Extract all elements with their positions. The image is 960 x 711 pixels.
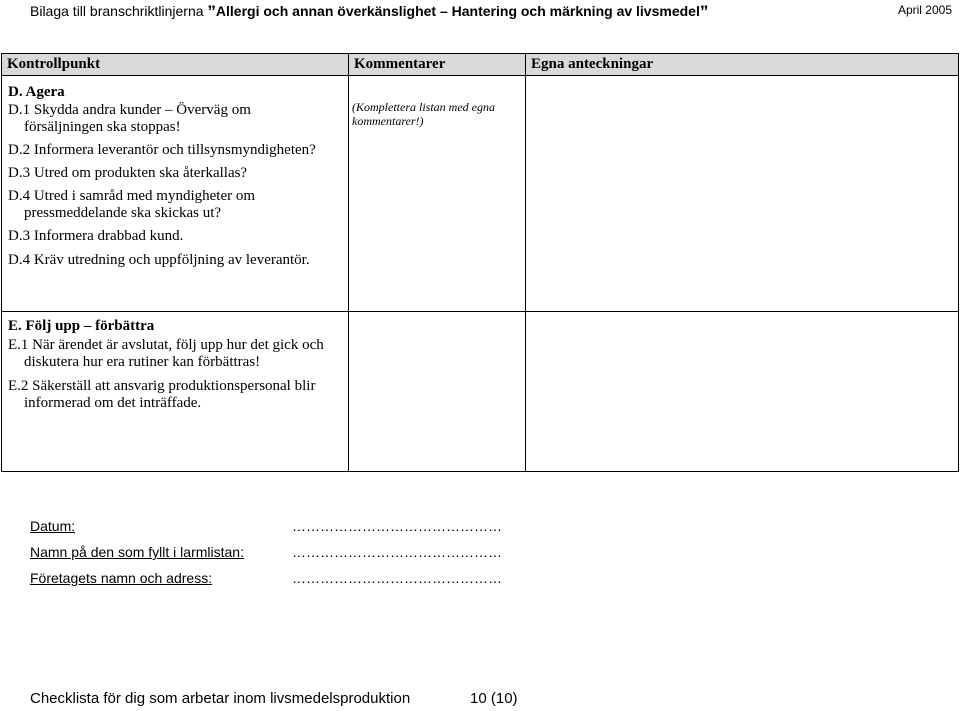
header-date: April 2005 [897, 3, 952, 17]
section-e-notes-cell[interactable] [526, 312, 959, 472]
checklist-table [1, 53, 959, 472]
page-number: 10 (10) [470, 690, 518, 707]
list-item: E.1 När ärendet är avslutat, följ upp hur det gick och diskutera hur era rutiner kan förbättras! [8, 337, 324, 370]
section-d-cell [2, 76, 349, 312]
page-footer [30, 690, 630, 707]
section-d-notes-cell[interactable] [526, 76, 959, 312]
signature-row-name [30, 544, 590, 570]
date-label: Datum: [30, 518, 76, 534]
signature-block [30, 518, 590, 596]
header-prefix: Bilaga till branschriktlinjerna [30, 3, 208, 19]
section-e-title: E. Följ upp – förbättra [8, 318, 155, 334]
header-close-quote: ” [699, 2, 709, 21]
column-header-kommentarer: Kommentarer [349, 54, 526, 76]
header-open-quote: ” [207, 2, 216, 21]
list-item: D.1 Skydda andra kunder – Överväg om försäljningen ska stoppas! [8, 102, 251, 135]
date-fill-line[interactable]: ……………………………………… [292, 518, 502, 534]
section-d-comment-cell[interactable] [349, 76, 526, 312]
page-header [30, 0, 956, 20]
list-item: D.3 Informera drabbad kund. [8, 228, 184, 244]
table-header-row [2, 54, 959, 76]
table-row-section-d [2, 76, 959, 312]
column-header-egna-anteckningar: Egna anteckningar [526, 54, 959, 76]
list-item: D.3 Utred om produkten ska återkallas? [8, 165, 248, 181]
footer-text: Checklista för dig som arbetar inom livsmedelsproduktion [30, 690, 411, 707]
name-fill-line[interactable]: ……………………………………… [292, 544, 502, 560]
section-e-cell [2, 312, 349, 472]
header-title: Allergi och annan överkänslighet – Hantering och märkning av livsmedel [215, 3, 700, 19]
list-item: D.4 Utred i samråd med myndigheter om pressmeddelande ska skickas ut? [8, 188, 256, 221]
list-item: D.4 Kräv utredning och uppföljning av leverantör. [8, 252, 310, 268]
column-header-kontrollpunkt: Kontrollpunkt [2, 54, 349, 76]
signature-row-company [30, 570, 590, 596]
name-label: Namn på den som fyllt i larmlistan: [30, 544, 244, 560]
comment-hint: (Komplettera listan med egna kommentarer!) [352, 100, 495, 128]
company-label: Företagets namn och adress: [30, 570, 213, 586]
section-d-title: D. Agera [8, 84, 65, 100]
table-row-section-e [2, 312, 959, 472]
signature-row-date [30, 518, 590, 544]
header-title-line [30, 1, 708, 21]
list-item: D.2 Informera leverantör och tillsynsmyndigheten? [8, 142, 316, 158]
section-e-comment-cell[interactable] [349, 312, 526, 472]
company-fill-line[interactable]: ……………………………………… [292, 570, 502, 586]
list-item: E.2 Säkerställ att ansvarig produktionspersonal blir informerad om det inträffade. [8, 378, 316, 411]
